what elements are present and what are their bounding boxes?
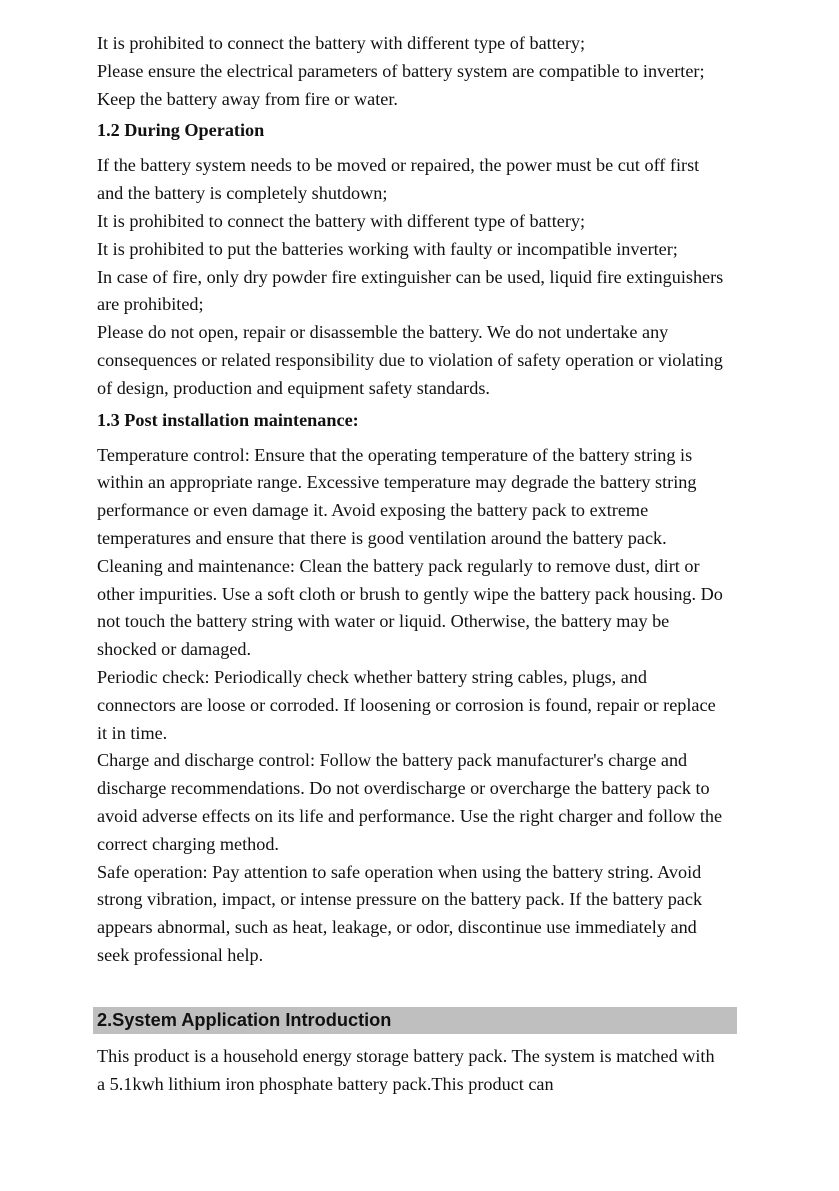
paragraph-line: If the battery system needs to be moved or repaired, the power must be cut off first xyxy=(97,155,700,176)
paragraph-line: seek professional help. xyxy=(97,944,264,965)
paragraph-line: In case of fire, only dry powder fire extinguisher can be used, liquid fire extinguishers xyxy=(97,266,724,287)
paragraph-line: Periodic check: Periodically check whether battery string cables, plugs, and xyxy=(97,666,647,687)
paragraph-line: strong vibration, impact, or intense pressure on the battery pack. If the battery pack xyxy=(97,889,703,910)
section-title-system-application: 2.System Application Introduction xyxy=(97,1010,392,1030)
paragraph-line: avoid adverse effects on its life and performance. Use the right charger and follow the xyxy=(97,805,723,826)
paragraph-line: other impurities. Use a soft cloth or brush to gently wipe the battery pack housing. Do xyxy=(97,583,723,604)
paragraph-line: a 5.1kwh lithium iron phosphate battery pack.This product can xyxy=(97,1073,554,1094)
paragraph-line: appears abnormal, such as heat, leakage, or odor, discontinue use immediately and xyxy=(97,917,697,938)
paragraph-line: discharge recommendations. Do not overdischarge or overcharge the battery pack to xyxy=(97,778,710,799)
section-title-bar xyxy=(93,1007,737,1034)
paragraph-line: consequences or related responsibility due to violation of safety operation or violating xyxy=(97,349,723,370)
paragraph-line: connectors are loose or corroded. If loosening or corrosion is found, repair or replace xyxy=(97,694,716,715)
paragraph-line: This product is a household energy storage battery pack. The system is matched with xyxy=(97,1046,715,1066)
paragraph-line: not touch the battery string with water or liquid. Otherwise, the battery may be xyxy=(97,611,670,632)
paragraph-line: Temperature control: Ensure that the operating temperature of the battery string is xyxy=(97,444,693,465)
paragraph-line: of design, production and equipment safety standards. xyxy=(97,377,490,398)
paragraph-line: Keep the battery away from fire or water. xyxy=(97,88,398,109)
paragraph-line: Please ensure the electrical parameters of battery system are compatible to inverter; xyxy=(97,60,705,81)
paragraph-line: performance or even damage it. Avoid exposing the battery pack to extreme xyxy=(97,500,649,521)
section-2-body xyxy=(97,1043,739,1099)
paragraph-line: It is prohibited to connect the battery with different type of battery; xyxy=(97,210,586,231)
paragraph-line: within an appropriate range. Excessive temperature may degrade the battery string xyxy=(97,472,697,493)
paragraph-line: Cleaning and maintenance: Clean the battery pack regularly to remove dust, dirt or xyxy=(97,555,700,576)
paragraph-line: Please do not open, repair or disassemble the battery. We do not undertake any xyxy=(97,322,669,343)
section-heading-post-installation: 1.3 Post installation maintenance: xyxy=(97,409,359,430)
paragraph-line: Charge and discharge control: Follow the battery pack manufacturer's charge and xyxy=(97,750,688,771)
paragraph-line: and the battery is completely shutdown; xyxy=(97,183,388,204)
paragraph-line: correct charging method. xyxy=(97,833,279,854)
paragraph-line: are prohibited; xyxy=(97,294,204,315)
paragraph-line: shocked or damaged. xyxy=(97,639,252,660)
paragraph-line: Safe operation: Pay attention to safe operation when using the battery string. Avoid xyxy=(97,861,702,882)
paragraph-line: It is prohibited to put the batteries working with faulty or incompatible inverter; xyxy=(97,238,678,259)
document-body xyxy=(97,30,739,970)
paragraph-line: It is prohibited to connect the battery with different type of battery; xyxy=(97,33,586,53)
paragraph-line: it in time. xyxy=(97,722,168,743)
section-heading-during-operation: 1.2 During Operation xyxy=(97,120,265,141)
paragraph-line: temperatures and ensure that there is good ventilation around the battery pack. xyxy=(97,527,667,548)
